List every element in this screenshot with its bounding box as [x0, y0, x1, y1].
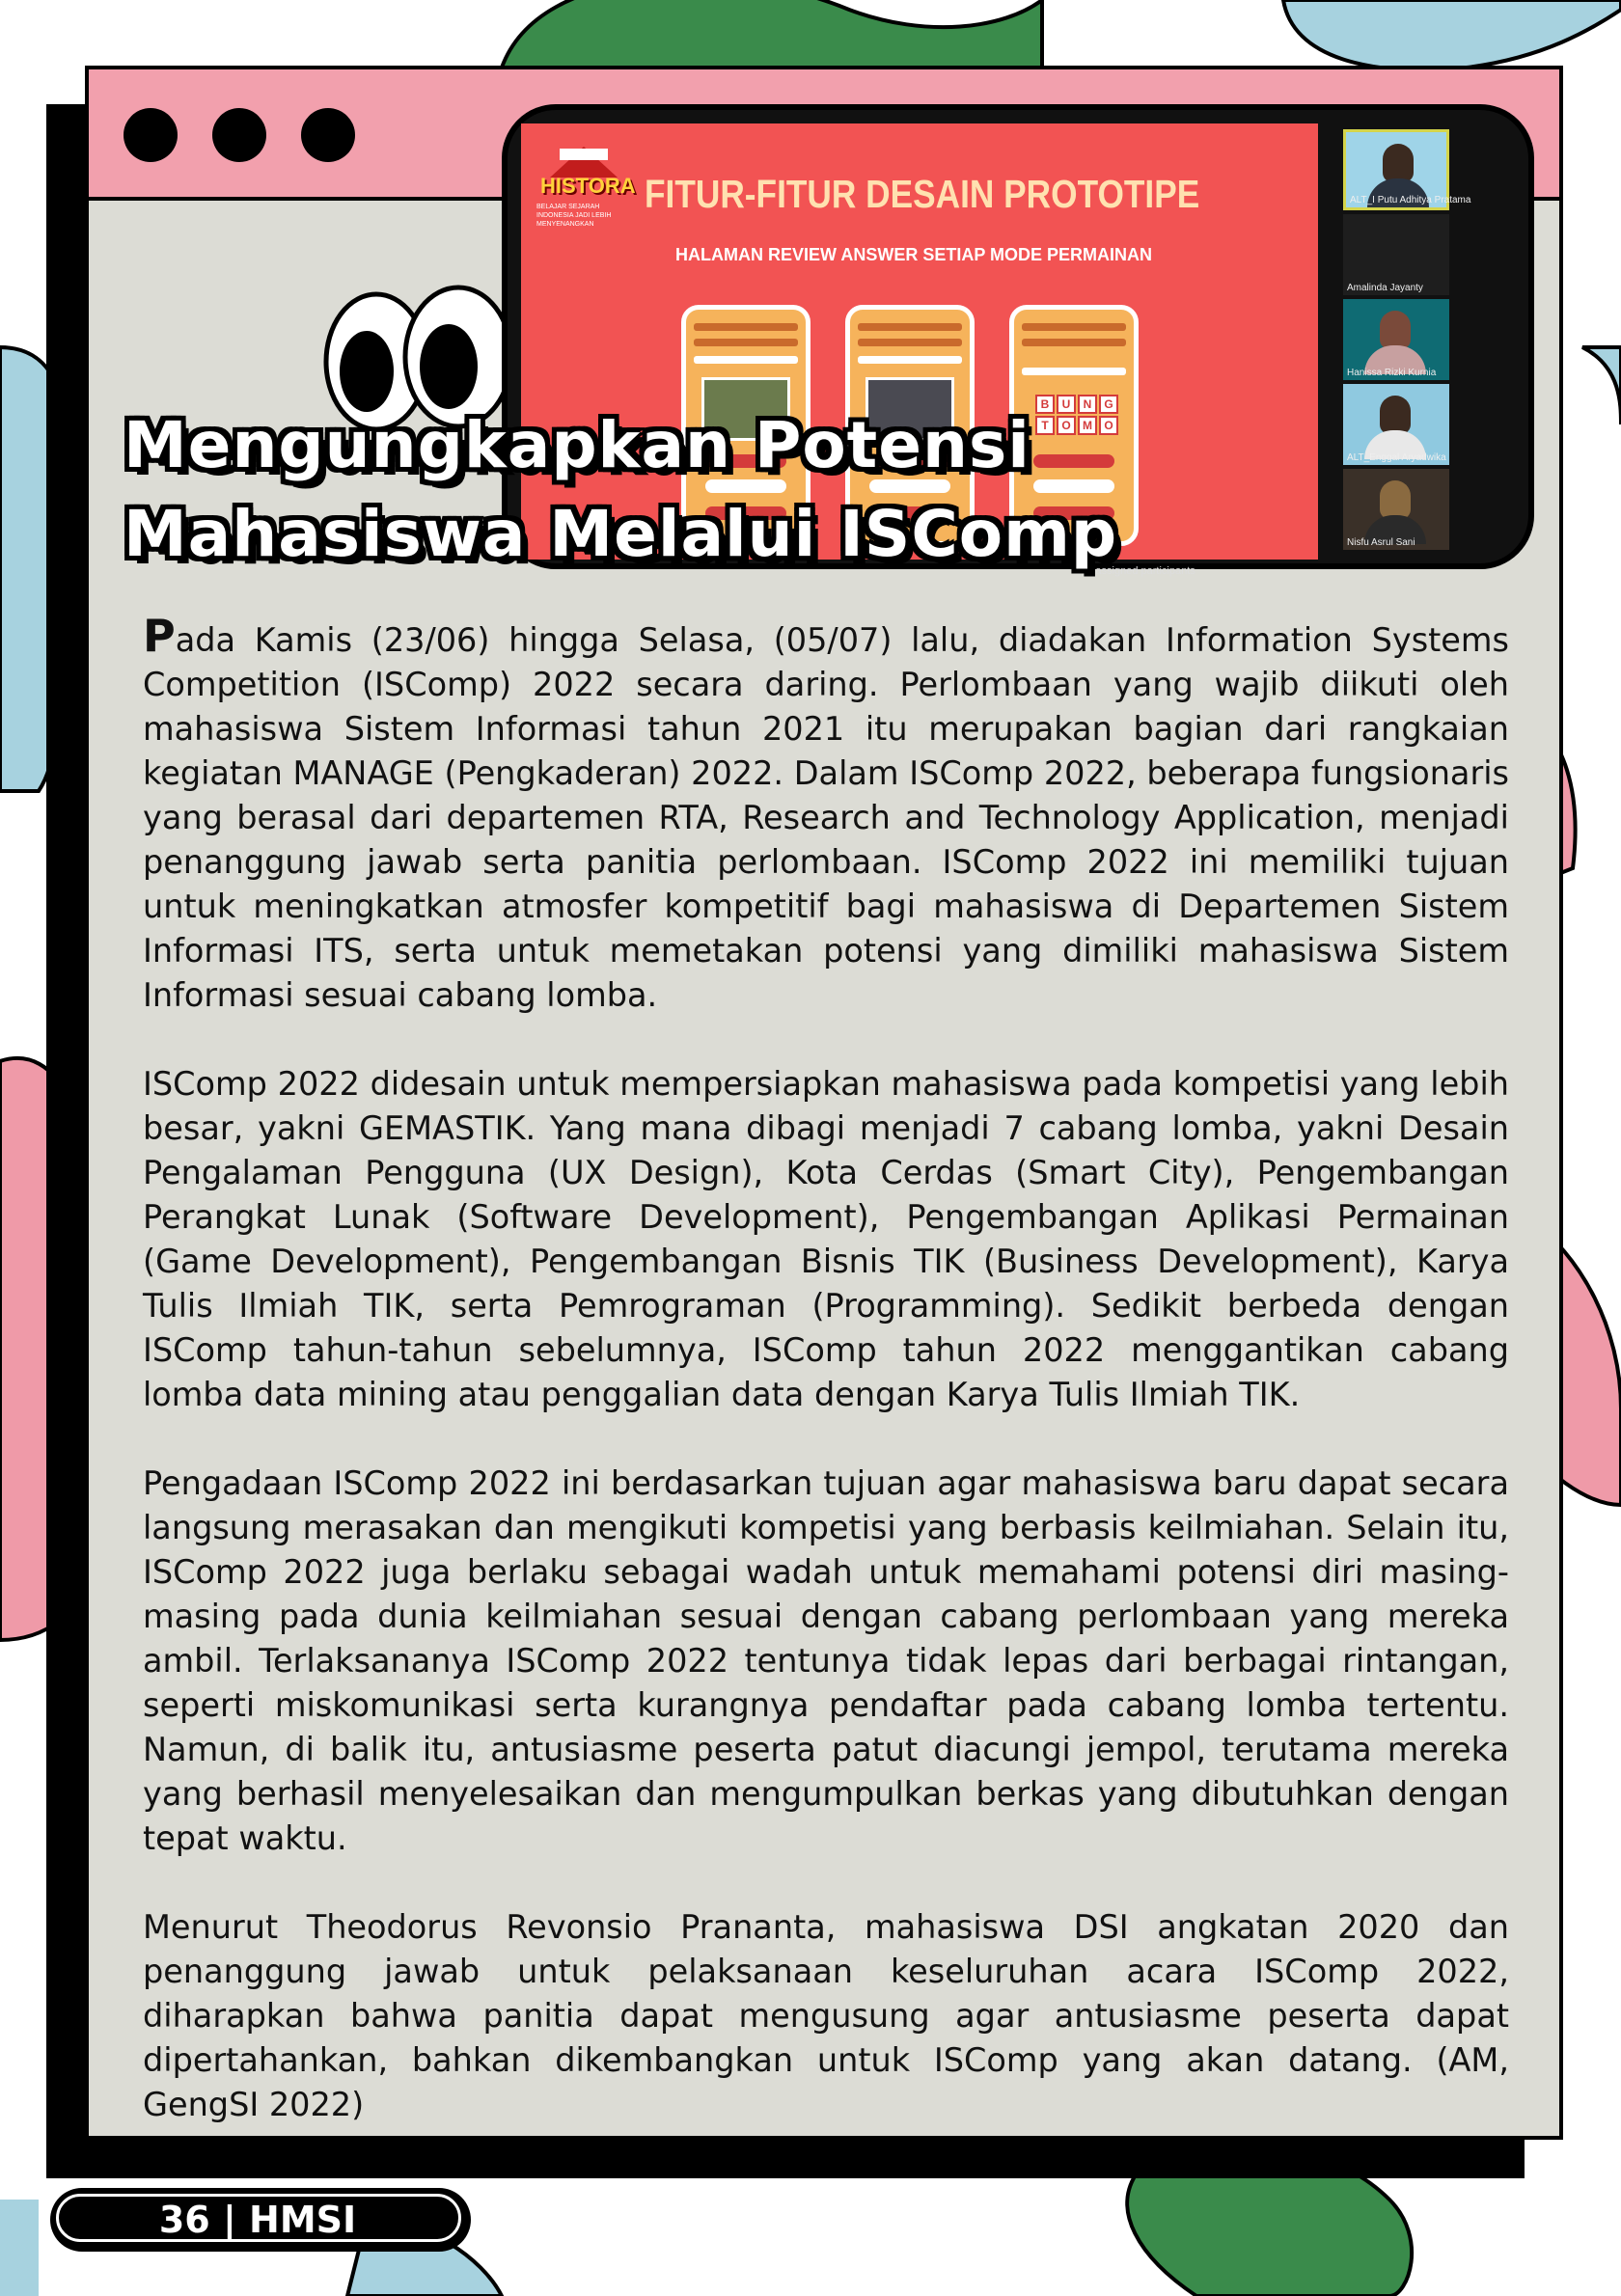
paragraph-3: Pengadaan ISComp 2022 ini berdasarkan tujuan agar mahasiswa baru dapat secara langsung merasakan dan mengikuti kompetisi yang berbasis keilmiahan. Selain itu, ISComp 2022 juga berlaku sebagai wadah untuk memahami potensi diri masing-masing pada dunia keilmiahan sesuai dengan cabang perlombaan yang mereka ambil. Terlaksananya ISComp 2022 tentunya tidak lepas dari berbagai rintangan, seperti miskomunikasi serta kurangnya pendaftar pada cabang lomba tertentu. Namun, di balik itu, antusiasme peserta patut diacungi jempol, terutama mereka yang berhasil menyelesaikan dan mengumpulkan berkas yang dibutuhkan dengan tepat waktu.: [143, 1464, 1509, 1857]
participant-panel: [1343, 129, 1471, 554]
blue-blob-top-right: [1283, 0, 1621, 69]
slide-logo-text: HISTORA: [540, 174, 636, 198]
paragraph-1: Pada Kamis (23/06) hingga Selasa, (05/07) lalu, diadakan Information Systems Competition (ISComp) 2022 secara daring. Perlombaan yang wajib diikuti oleh mahasiswa Sistem Informasi tahun 2021 itu merupakan bagian dari rangkaian kegiatan MANAGE (Pengkaderan) 2022. Dalam ISComp 2022, beberapa fungsionaris yang berasal dari departemen RTA, Research and Technology Application, menjadi penanggung jawab serta panitia perlombaan. ISComp 2022 ini memiliki tujuan untuk meningkatkan atmosfer kompetitif bagi mahasiswa di Departemen Sistem Informasi ITS, serta untuk memetakan potensi yang dimiliki mahasiswa Sistem Informasi sesuai cabang lomba.: [143, 610, 1509, 1014]
headline-line-1: Mengungkapkan Potensi: [124, 408, 1030, 482]
blue-blob-right: [1582, 347, 1621, 424]
slide-title: FITUR-FITUR DESAIN PROTOTIPE: [645, 172, 1200, 216]
page-number: 36 | HMSI: [158, 2199, 357, 2241]
slide-subtitle: HALAMAN REVIEW ANSWER SETIAP MODE PERMAINAN: [675, 245, 1153, 264]
participant-tile: ALT_Enggal Aryadwika: [1343, 384, 1449, 465]
unassigned-participants-label: 6 unassigned participants: [1075, 565, 1195, 577]
participant-tile: ALT_I Putu Adhitya Pratama: [1343, 129, 1449, 210]
blue-blob-bottom-left: [0, 2200, 39, 2296]
headline-line-2: Mahasiswa Melalui ISComp: [124, 497, 1118, 571]
page-number-badge: [50, 2188, 471, 2252]
participant-tile: Nisfu Asrul Sani: [1343, 469, 1449, 550]
window-dot-2: [212, 108, 266, 162]
article-headline: [124, 401, 1117, 579]
dropcap: P: [143, 610, 176, 662]
slide-logo-tagline: BELAJAR SEJARAH INDONESIA JADI LEBIH MENYENANGKAN: [536, 204, 612, 228]
window-dot-1: [124, 108, 178, 162]
article-body: [143, 610, 1509, 2172]
word-tiles: B U N G T O M O: [1035, 395, 1122, 435]
participant-tile: Hanissa Rizki Kurnia: [1343, 299, 1449, 380]
participant-tile: Amalinda Jayanty: [1343, 214, 1449, 295]
window-dot-3: [301, 108, 355, 162]
paragraph-2: ISComp 2022 didesain untuk mempersiapkan mahasiswa pada kompetisi yang lebih besar, yakni GEMASTIK. Yang mana dibagi menjadi 7 cabang lomba, yakni Desain Pengalaman Pengguna (UX Design), Kota Cerdas (Smart City), Pengembangan Perangkat Lunak (Software Development), Pengembangan Aplikasi Permainan (Game Development), Pengembangan Bisnis TIK (Business Development), Karya Tulis Ilmiah TIK, serta Pemrograman (Programming). Sedikit berbeda dengan ISComp tahun-tahun sebelumnya, ISComp tahun 2022 menggantikan cabang lomba data mining atau penggalian data dengan Karya Tulis Ilmiah TIK.: [143, 1065, 1509, 1413]
paragraph-4: Menurut Theodorus Revonsio Prananta, mahasiswa DSI angkatan 2020 dan penanggung jawab untuk pelaksanaan keseluruhan acara ISComp 2022, diharapkan bahwa panitia dapat mengusung agar antusiasme peserta dapat dipertahankan, bahkan dikembangkan untuk ISComp yang akan datang. (AM, GengSI 2022): [143, 1908, 1509, 2123]
